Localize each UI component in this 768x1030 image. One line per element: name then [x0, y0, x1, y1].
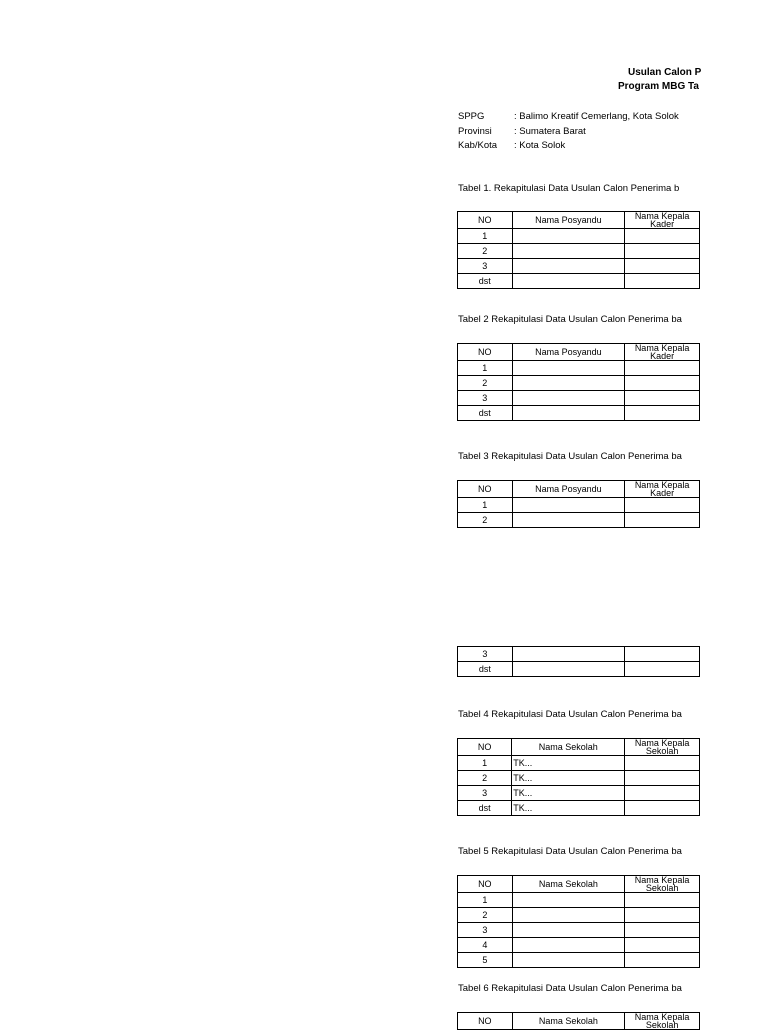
row-kepala: [625, 259, 700, 274]
table-2-caption: Tabel 2 Rekapitulasi Data Usulan Calon Penerima ba: [458, 314, 682, 325]
row-kepala: [625, 513, 700, 528]
table-row: [458, 801, 700, 816]
row-no: 3: [458, 647, 513, 662]
row-nama: [512, 513, 625, 528]
table-5: [457, 875, 700, 968]
row-no: 2: [458, 908, 513, 923]
table-1: [457, 211, 700, 289]
row-nama: [512, 391, 625, 406]
header-nama-kepala-kader: Nama Kepala Kader: [625, 212, 700, 229]
row-no: 2: [458, 376, 513, 391]
header-nama-kepala-kader: Nama Kepala Kader: [625, 344, 700, 361]
row-no: 1: [458, 361, 513, 376]
header-nama-kepala-sekolah: Nama Kepala Sekolah: [625, 876, 700, 893]
row-nama: [512, 893, 625, 908]
header-no: NO: [458, 739, 512, 756]
row-nama: TK...: [512, 801, 625, 816]
table-6-caption: Tabel 6 Rekapitulasi Data Usulan Calon Penerima ba: [458, 983, 682, 994]
table-row: [458, 406, 700, 421]
row-nama: [512, 376, 625, 391]
row-no: 3: [458, 259, 513, 274]
row-no: 5: [458, 953, 513, 968]
header-nama-sekolah: Nama Sekolah: [512, 1013, 625, 1030]
row-no: dst: [458, 801, 512, 816]
row-kepala: [625, 923, 700, 938]
row-nama: [512, 259, 625, 274]
table-header-row: [458, 876, 700, 893]
table-row: [458, 938, 700, 953]
row-no: 1: [458, 893, 513, 908]
table-6: [457, 1012, 700, 1030]
table-row: [458, 391, 700, 406]
table-4-caption: Tabel 4 Rekapitulasi Data Usulan Calon Penerima ba: [458, 709, 682, 720]
table-row: [458, 923, 700, 938]
row-no: 1: [458, 498, 513, 513]
header-no: NO: [458, 344, 513, 361]
table-header-row: [458, 481, 700, 498]
info-label-kabkota: Kab/Kota: [458, 140, 498, 151]
row-kepala: [625, 953, 700, 968]
row-kepala: [625, 376, 700, 391]
header-nama-posyandu: Nama Posyandu: [512, 344, 625, 361]
row-kepala: [625, 908, 700, 923]
table-1-caption: Tabel 1. Rekapitulasi Data Usulan Calon Penerima b: [458, 183, 680, 194]
row-kepala: [625, 274, 700, 289]
row-nama: TK...: [512, 756, 625, 771]
table-row: [458, 361, 700, 376]
row-nama: [512, 647, 625, 662]
info-label-provinsi: Provinsi: [458, 126, 492, 137]
table-row: [458, 647, 700, 662]
header-nama-kepala-sekolah: Nama Kepala Sekolah: [625, 1013, 700, 1030]
table-4: [457, 738, 700, 816]
row-kepala: [625, 786, 700, 801]
row-nama: [512, 953, 625, 968]
header-nama-posyandu: Nama Posyandu: [512, 212, 625, 229]
table-header-row: [458, 212, 700, 229]
table-row: [458, 376, 700, 391]
table-row: [458, 771, 700, 786]
header-nama-kepala-sekolah: Nama Kepala Sekolah: [625, 739, 700, 756]
table-row: [458, 953, 700, 968]
table-2: [457, 343, 700, 421]
table-5-caption: Tabel 5 Rekapitulasi Data Usulan Calon Penerima ba: [458, 846, 682, 857]
header-nama-posyandu: Nama Posyandu: [512, 481, 625, 498]
header-no: NO: [458, 481, 513, 498]
row-kepala: [625, 498, 700, 513]
header-nama-kepala-kader: Nama Kepala Kader: [625, 481, 700, 498]
header-no: NO: [458, 876, 513, 893]
row-kepala: [625, 244, 700, 259]
table-row: [458, 756, 700, 771]
table-row: [458, 259, 700, 274]
table-row: [458, 513, 700, 528]
row-no: dst: [458, 662, 513, 677]
table-row: [458, 274, 700, 289]
document-title-line-2: Program MBG Ta: [618, 81, 699, 92]
row-no: 2: [458, 244, 513, 259]
row-no: dst: [458, 274, 513, 289]
row-nama: [512, 498, 625, 513]
table-3: [457, 480, 700, 528]
row-kepala: [625, 893, 700, 908]
row-nama: [512, 908, 625, 923]
table-row: [458, 229, 700, 244]
row-no: 2: [458, 513, 513, 528]
row-no: dst: [458, 406, 513, 421]
row-nama: [512, 938, 625, 953]
row-kepala: [625, 801, 700, 816]
row-kepala: [625, 938, 700, 953]
row-kepala: [625, 662, 700, 677]
row-nama: [512, 662, 625, 677]
table-row: [458, 662, 700, 677]
row-kepala: [625, 391, 700, 406]
row-no: 3: [458, 786, 512, 801]
header-nama-sekolah: Nama Sekolah: [512, 739, 625, 756]
row-nama: [512, 274, 625, 289]
table-header-row: [458, 1013, 700, 1030]
info-value-sppg: : Balimo Kreatif Cemerlang, Kota Solok: [514, 111, 679, 122]
row-kepala: [625, 229, 700, 244]
row-kepala: [625, 406, 700, 421]
info-value-provinsi: : Sumatera Barat: [514, 126, 586, 137]
row-nama: [512, 244, 625, 259]
row-no: 3: [458, 923, 513, 938]
row-no: 2: [458, 771, 512, 786]
row-no: 4: [458, 938, 513, 953]
header-no: NO: [458, 1013, 513, 1030]
row-nama: [512, 229, 625, 244]
row-kepala: [625, 647, 700, 662]
row-no: 3: [458, 391, 513, 406]
row-nama: [512, 406, 625, 421]
table-row: [458, 786, 700, 801]
header-nama-sekolah: Nama Sekolah: [512, 876, 625, 893]
header-no: NO: [458, 212, 513, 229]
table-row: [458, 908, 700, 923]
table-row: [458, 893, 700, 908]
row-kepala: [625, 756, 700, 771]
row-kepala: [625, 771, 700, 786]
table-3-caption: Tabel 3 Rekapitulasi Data Usulan Calon Penerima ba: [458, 451, 682, 462]
row-nama: TK...: [512, 771, 625, 786]
row-no: 1: [458, 756, 512, 771]
document-title-line-1: Usulan Calon P: [628, 67, 702, 78]
row-nama: TK...: [512, 786, 625, 801]
table-header-row: [458, 739, 700, 756]
table-3-continued: [457, 646, 700, 677]
row-nama: [512, 361, 625, 376]
info-value-kabkota: : Kota Solok: [514, 140, 566, 151]
row-no: 1: [458, 229, 513, 244]
row-kepala: [625, 361, 700, 376]
row-nama: [512, 923, 625, 938]
table-row: [458, 498, 700, 513]
info-label-sppg: SPPG: [458, 111, 485, 122]
table-row: [458, 244, 700, 259]
table-header-row: [458, 344, 700, 361]
